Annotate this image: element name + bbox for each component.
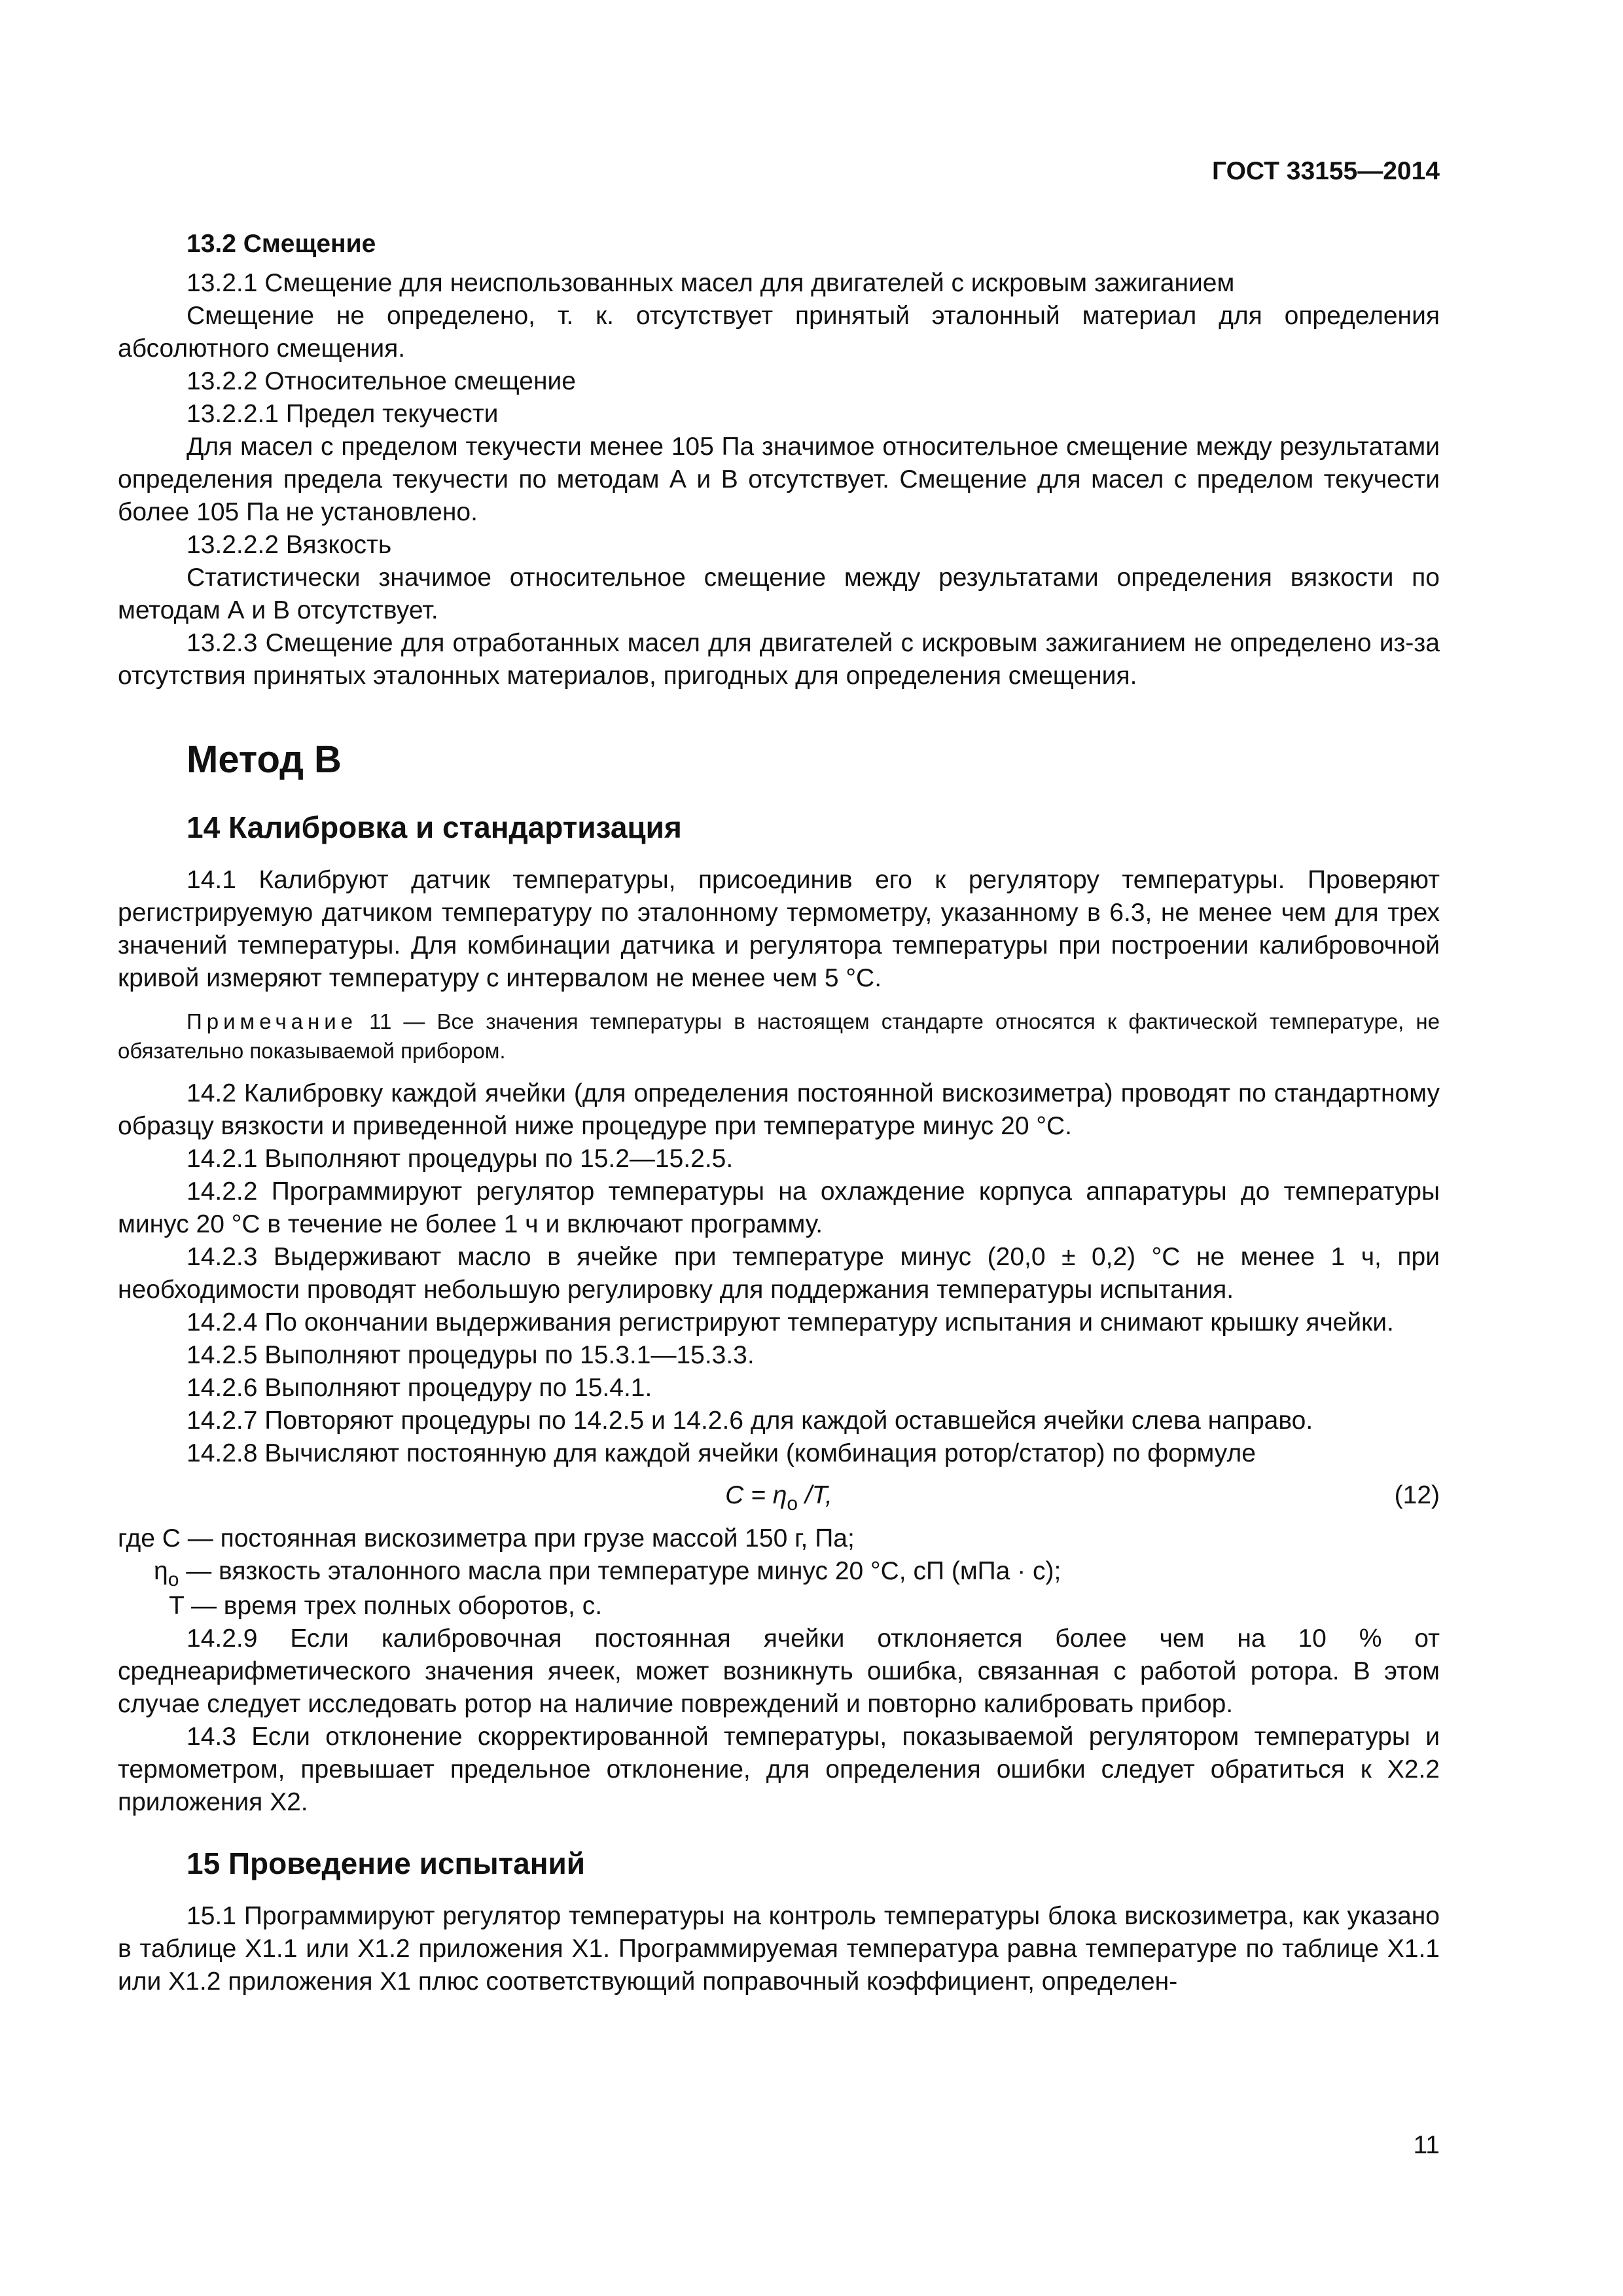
- definition-t: T — время трех полных оборотов, с.: [169, 1592, 603, 1620]
- formula-left: C = η: [725, 1481, 787, 1509]
- definition-eta: [118, 1555, 1440, 1590]
- note-text: 11 — Все значения температуры в настоящем стандарте относятся к фактической температуре, не обязательно показываемой прибором.: [118, 1009, 1440, 1063]
- paragraph-14-1: 14.1 Калибруют датчик температуры, присоединив его к регулятору температуры. Проверяют регистрируемую датчиком температуру по эталонному термометру, указанному в 6.3, не менее чем для трех значений температуры. Для комбинации датчика и регулятора температуры при построении калибровочной кривой измеряют температуру с интервалом не менее чем 5 °С.: [118, 866, 1440, 992]
- paragraph-14-2-8: 14.2.8 Вычисляют постоянную для каждой ячейки (комбинация ротор/статор) по формуле: [187, 1439, 1256, 1467]
- subsection-heading-13-2: 13.2 Смещение: [187, 230, 376, 258]
- formula-12: [118, 1475, 1440, 1517]
- eta-definition-text: — вязкость эталонного масла при температуре минус 20 °С, сП (мПа · с);: [179, 1557, 1061, 1585]
- formula-number: (12): [1394, 1481, 1440, 1509]
- paragraph-13-2-2: 13.2.2 Относительное смещение: [187, 367, 576, 395]
- method-title: Метод В: [187, 738, 342, 781]
- paragraph-14-2: 14.2 Калибровку каждой ячейки (для определения постоянной вискозиметра) проводят по стандартному образцу вязкости и приведенной ниже процедуре при температуре минус 20 °С.: [118, 1079, 1440, 1140]
- paragraph-14-2-2: 14.2.2 Программируют регулятор температуры на охлаждение корпуса аппаратуры до температуры минус 20 °С в течение не более 1 ч и включают программу.: [118, 1177, 1440, 1238]
- note-11: [118, 1007, 1440, 1066]
- paragraph-13-2-2-1-text: Для масел с пределом текучести менее 105 Па значимое относительное смещение между результатами определения предела текучести по методам А и В отсутствует. Смещение для масел с пределом текучести более 105 Па не установлено.: [118, 433, 1440, 526]
- formula-subscript: o: [787, 1493, 798, 1515]
- formula-right: /T,: [798, 1481, 832, 1509]
- paragraph-14-2-4: 14.2.4 По окончании выдерживания регистрируют температуру испытания и снимают крышку ячейки.: [187, 1308, 1394, 1336]
- section-title-15: 15 Проведение испытаний: [187, 1846, 586, 1880]
- paragraph-13-2-2-2: 13.2.2.2 Вязкость: [187, 531, 392, 559]
- paragraph-14-2-7: 14.2.7 Повторяют процедуры по 14.2.5 и 14.2.6 для каждой оставшейся ячейки слева направо.: [187, 1407, 1313, 1435]
- formula-expression: [118, 1479, 1440, 1514]
- paragraph-14-2-3: 14.2.3 Выдерживают масло в ячейке при температуре минус (20,0 ± 0,2) °С не менее 1 ч, при необходимости проводят небольшую регулировку для поддержания температуры испытания.: [118, 1243, 1440, 1304]
- page-content: [118, 228, 1440, 1998]
- paragraph-14-2-1: 14.2.1 Выполняют процедуры по 15.2—15.2.5.: [187, 1145, 734, 1173]
- paragraph-15-1: 15.1 Программируют регулятор температуры на контроль температуры блока вискозиметра, как указано в таблице Х1.1 или Х1.2 приложения Х1. Программируемая температура равна температуре по таблице Х1.1 или Х1.2 приложения Х1 плюс соответствующий поправочный коэффициент, определен-: [118, 1902, 1440, 1996]
- page-number: 11: [1413, 2131, 1440, 2159]
- paragraph-14-3: 14.3 Если отклонение скорректированной температуры, показываемой регулятором температуры и термометром, превышает предельное отклонение, для определения ошибки следует обратиться к Х2.2 приложения Х2.: [118, 1723, 1440, 1816]
- paragraph-14-2-5: 14.2.5 Выполняют процедуры по 15.3.1—15.3.3.: [187, 1341, 755, 1369]
- paragraph-14-2-9: 14.2.9 Если калибровочная постоянная ячейки отклоняется более чем на 10 % от среднеарифметического значения ячеек, может возникнуть ошибка, связанная с работой ротора. В этом случае следует исследовать ротор на наличие повреждений и повторно калибровать прибор.: [118, 1624, 1440, 1718]
- standard-code: ГОСТ 33155—2014: [1212, 157, 1440, 185]
- paragraph-13-2-2-1: 13.2.2.1 Предел текучести: [187, 400, 499, 428]
- paragraph-13-2-1: 13.2.1 Смещение для неиспользованных масел для двигателей с искровым зажиганием: [187, 269, 1235, 297]
- definition-c: где С — постоянная вискозиметра при грузе массой 150 г, Па;: [118, 1524, 855, 1552]
- eta-symbol: η: [154, 1557, 168, 1585]
- eta-subscript: o: [168, 1569, 179, 1590]
- paragraph-13-2-3: 13.2.3 Смещение для отработанных масел для двигателей с искровым зажиганием не определено из-за отсутствия принятых эталонных материалов, пригодных для определения смещения.: [118, 629, 1440, 690]
- section-title-14: 14 Калибровка и стандартизация: [187, 810, 682, 844]
- paragraph-14-2-6: 14.2.6 Выполняют процедуру по 15.4.1.: [187, 1374, 652, 1402]
- paragraph-13-2-2-2-text: Статистически значимое относительное смещение между результатами определения вязкости по методам А и В отсутствует.: [118, 564, 1440, 624]
- paragraph-13-2-1-text: Смещение не определено, т. к. отсутствует принятый эталонный материал для определения абсолютного смещения.: [118, 302, 1440, 363]
- note-label: Примечание: [187, 1009, 358, 1033]
